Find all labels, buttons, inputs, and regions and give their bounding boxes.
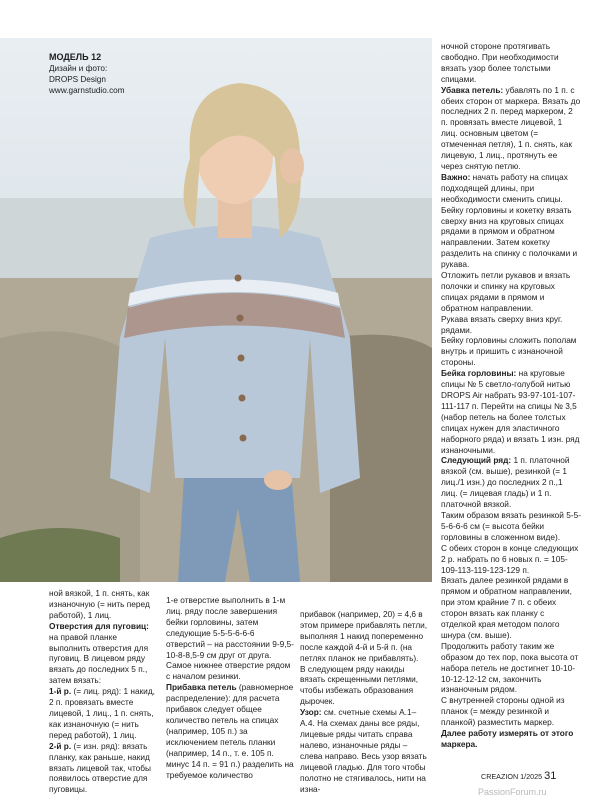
text-run: начать работу на спицах подходящей длины, при необходимости сменить спицы. Бейку горловины и кокетку вязать сверху вниз на круговых спицах рядами в прямом и обратном направлении. Затем кокетку разделить на спинку с полочками и рукава. Отложить петли рукавов и вязать полочки и спинку на круговых спицах рядами в прямом и обратном направлении. Рукава вязать сверху вниз круг. рядами. Бейку горловины сложить пополам внутрь и пришить с изнаночной стороны.: [441, 171, 578, 368]
text-run: см. счетные схемы А.1–А.4. На схемах даны все ряды, лицевые ряды читать справа налево, изнаночные ряды – слева направо. Весь узор вязать лицевой гладью. Для того чтобы полотно не стягивалось, нити на изна-: [300, 707, 427, 794]
designer-name: DROPS Design: [49, 75, 106, 84]
text-run: убавлять по 1 п. с обеих сторон от маркера. Вязать до последних 2 п. перед маркером, 2 п. провязать вместе лицевой, 1 лиц. основным цветом (= отмеченная петля), 1 п. снять, как лицевую, 1 лиц., протянуть ее через снятую петлю.: [441, 84, 581, 171]
heading-run: Узор:: [300, 707, 322, 718]
text-run: на круговые спицы № 5 светло-голубой нитью DROPS Air набрать 93-97-101-107-111-117 п. Перейти на спицы № 3,5 (набор петель на более толстых спицах нужен для эластичного наборного ряда) и вязать 1 изн. ряд изнаночными.: [441, 368, 580, 455]
text-run: (= лиц. ряд): 1 накид, 2 п. провязать вместе лицевой, 1 лиц., 1 п. снять, как изнаночную (= нить перед работой), 1 лиц.: [49, 686, 155, 740]
photo-caption: [49, 52, 125, 96]
watermark: PassionForum.ru: [478, 787, 547, 797]
heading-run: 1-й р.: [49, 686, 72, 697]
text-run: ночной стороне протягивать свободно. При необходимости вязать узор более толстыми спицами.: [441, 41, 559, 84]
text-column-3: [300, 609, 430, 794]
model-illustration: [0, 38, 432, 582]
page-footer: [481, 770, 556, 782]
heading-run: Прибавка петель: [166, 682, 237, 693]
heading-run: Далее работу измерять от этого маркера.: [441, 728, 574, 749]
heading-run: 2-й р.: [49, 740, 72, 751]
text-run: прибавок (например, 20) = 4,6 в этом примере прибавлять петли, выполняя 1 накид попеременно после каждой 4-й и 5-й п. (на петлях планок не прибавлять). В следующем ряду накиды вязать скрещенными петлями, чтобы избежать образования дырочек.: [300, 609, 428, 707]
text-column-1: [49, 588, 157, 795]
text-run: 1 п. платочной вязкой (см. выше), резинкой (= 1 лиц./1 изн.) до последних 2 п.,1 лиц. (= лицевая гладь) и 1 п. платочной вязкой. Таким образом вязать резинкой 5-5-5-6-6-6 см (= высота бейки горловины в сложенном виде). С обеих сторон в конце следующих 2 р. набрать по 6 новых п. = 105-109-113-119-123-129 п. Вязать далее резинкой рядами в прямом и обратном направлении, при этом крайние 7 п. с обеих сторон вязать как планку с отделкой края методом полого шнура (см. выше). Продолжить работу таким же образом до тех пор, пока высота от набора петель не достигнет 10-10-10-12-12-12 см, закончить изнаночным рядом. С внутренней стороны одной из планок (= между резинкой и планкой) разместить маркер.: [441, 455, 581, 728]
text-column-4: [441, 41, 581, 750]
website: www.garnstudio.com: [49, 86, 125, 95]
heading-run: Важно:: [441, 171, 471, 182]
heading-run: Следующий ряд:: [441, 455, 512, 466]
model-photo: [0, 38, 432, 582]
text-run: на правой планке выполнить отверстия для пуговиц. В лицевом ряду вязать до последних 5 п., затем вязать:: [49, 631, 149, 686]
credit-label: Дизайн и фото:: [49, 64, 108, 73]
text-run: (равномерное распределение): для расчета прибавок следует общее количество петель на спицах (например, 105 п.) за исключением петель планки (например, 14 п., т. е. 105 п. минус 14 п. = 91 п.) разделить на требуемое количество: [166, 682, 294, 780]
text-column-2: [166, 595, 294, 780]
model-number: МОДЕЛЬ 12: [49, 52, 102, 62]
heading-run: Отверстия для пуговиц:: [49, 620, 149, 631]
text-run: 1-е отверстие выполнить в 1-м лиц. ряду после завершения бейки горловины, затем следующие 5-5-5-6-6-6 отверстий – на расстоянии 9-9,5-10-8-8,5-9 см друг от друга. Самое нижнее отверстие рядом с началом резинки.: [166, 595, 294, 682]
page-number: 31: [544, 770, 557, 782]
heading-run: Бейка горловины:: [441, 368, 517, 379]
magazine-issue: CREAZION 1/2025: [481, 772, 543, 781]
text-run: (= изн. ряд): вязать планку, как раньше, накид вязать лицевой так, чтобы появилось отверстие для пуговицы.: [49, 740, 152, 795]
heading-run: Убавка петель:: [441, 84, 504, 95]
text-run: ной вязкой, 1 п. снять, как изнаночную (= нить перед работой), 1 лиц.: [49, 588, 150, 620]
